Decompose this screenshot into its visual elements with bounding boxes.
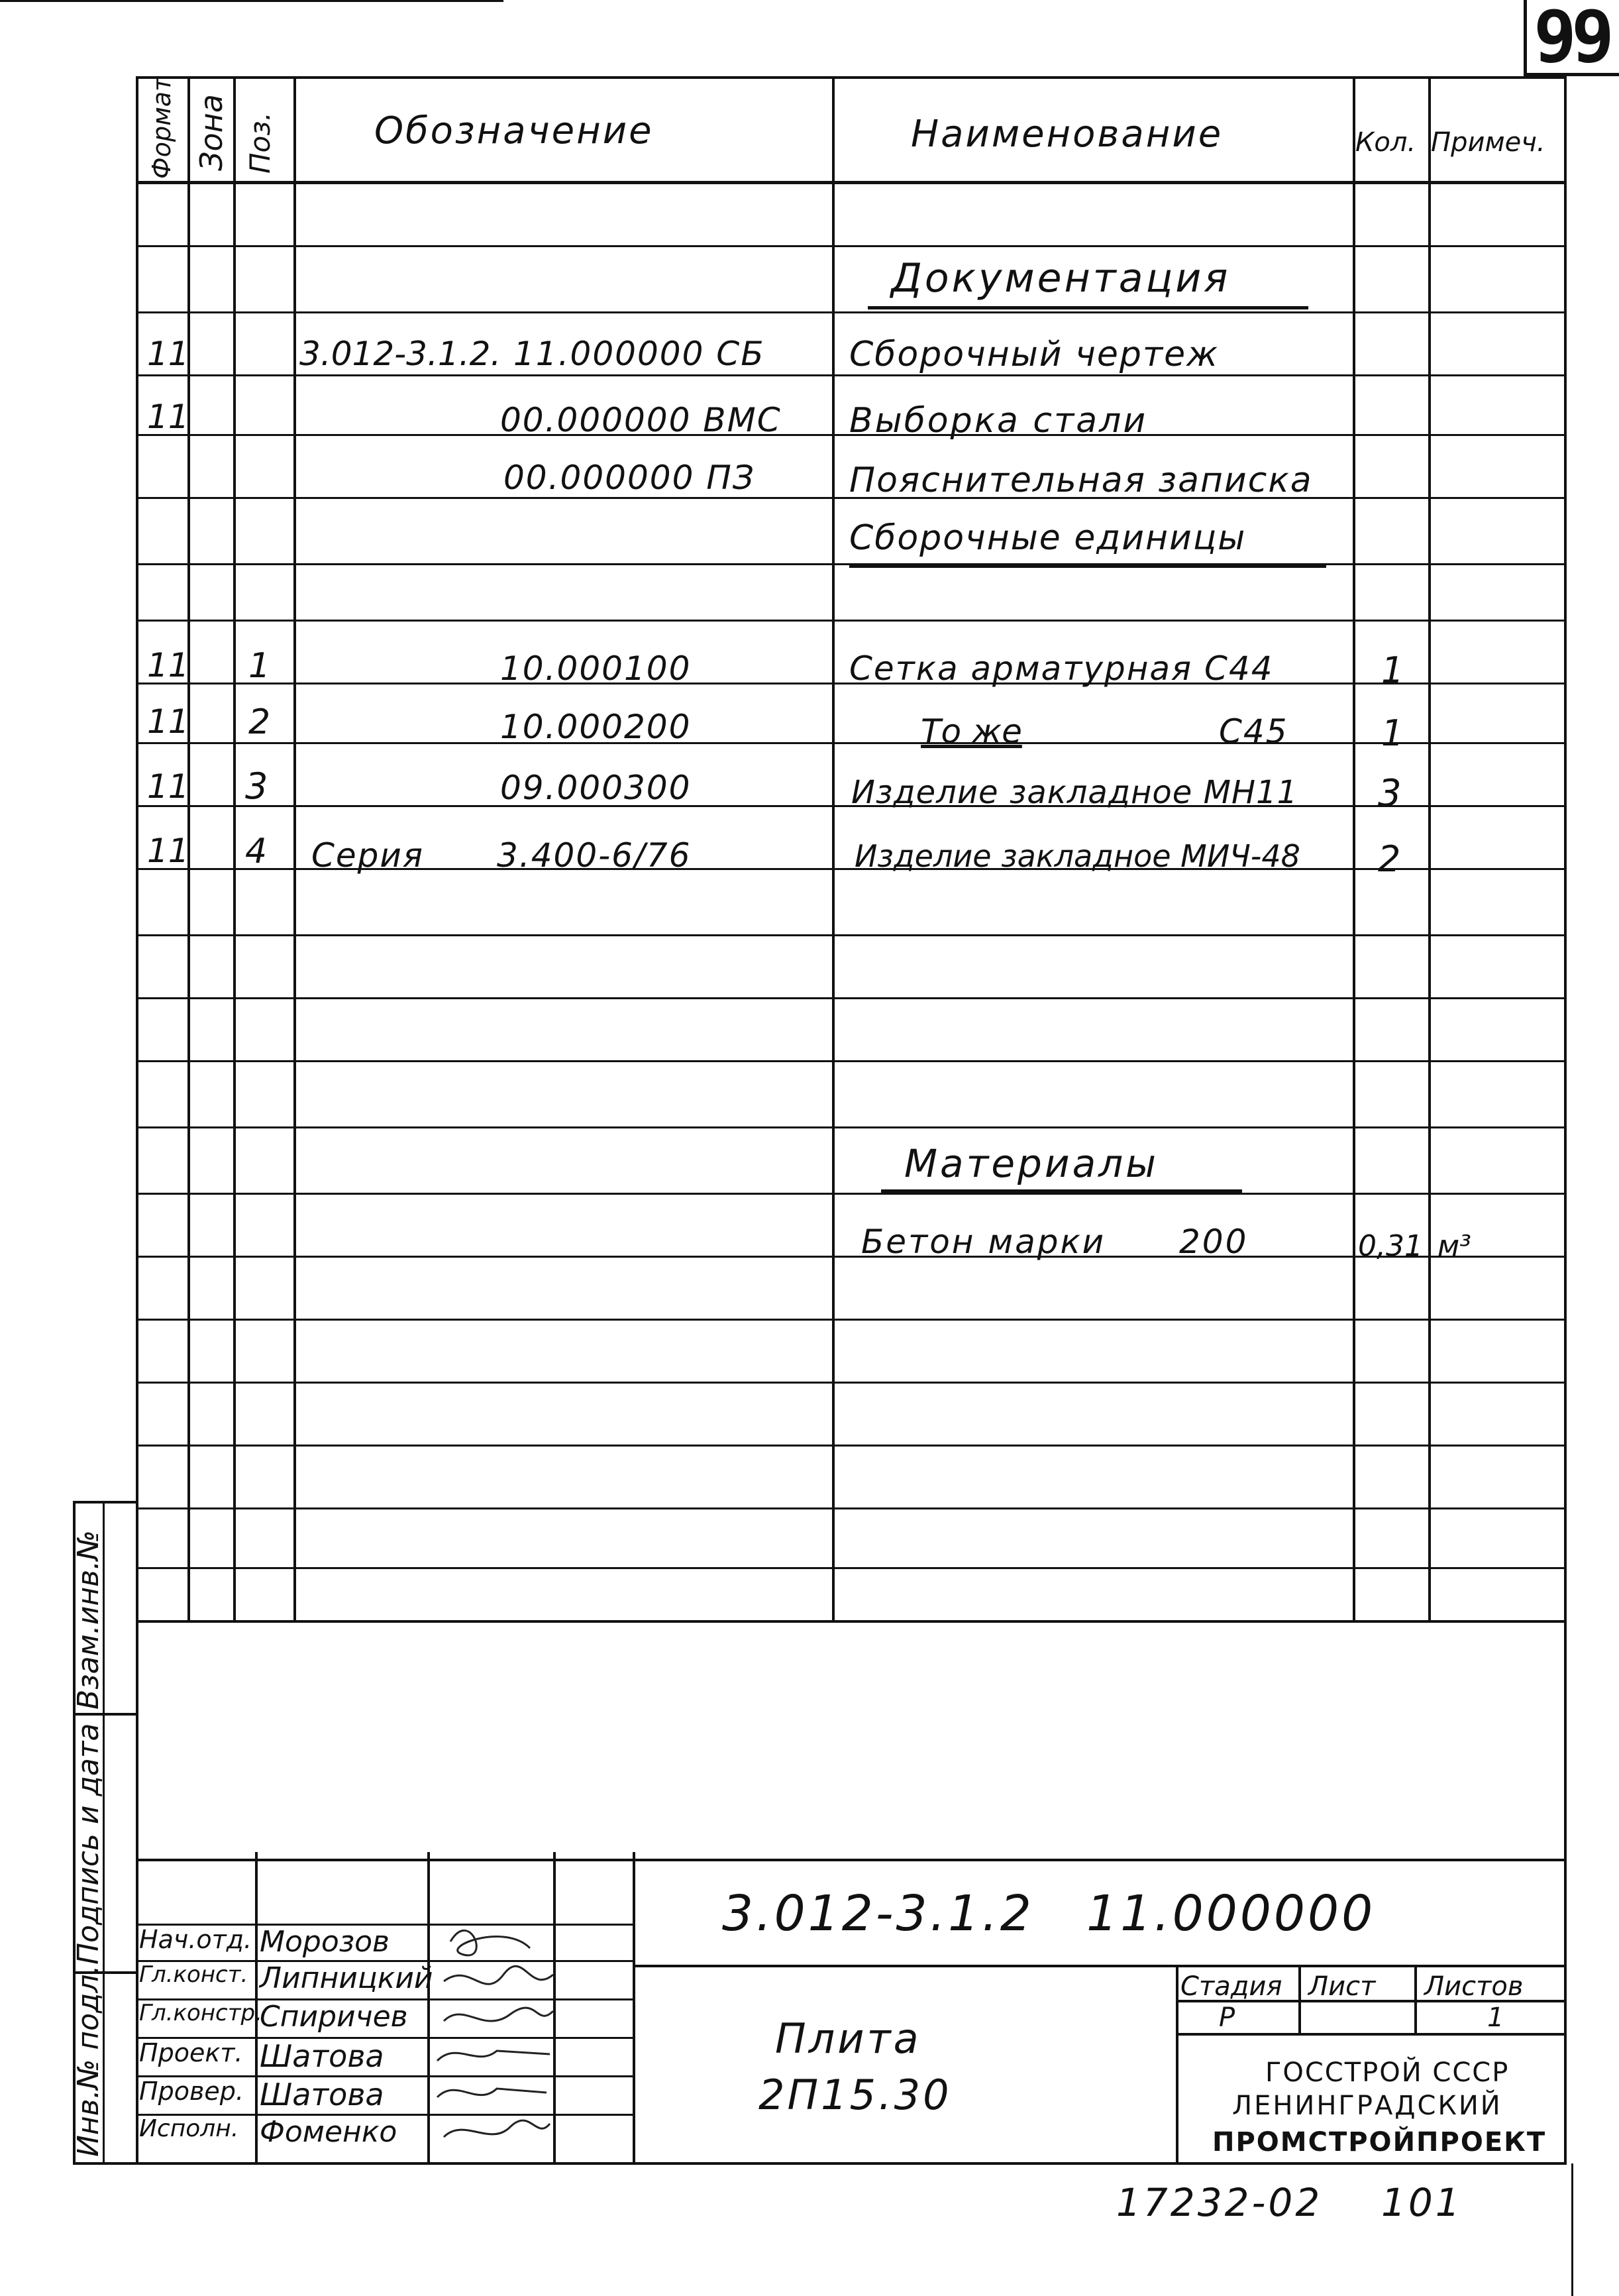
- side-label-sign-date: Подпись и дата: [72, 1723, 105, 1965]
- person-1-name: Морозов: [260, 1925, 390, 1959]
- row-line: [136, 1445, 1567, 1447]
- sheets-value: 1: [1487, 2002, 1504, 2033]
- spec-table-frame: [136, 76, 1567, 2165]
- header-separator: [136, 181, 1567, 184]
- doc-row-2-name: Выборка стали: [849, 401, 1148, 441]
- asm-row-4-qty: 2: [1378, 838, 1401, 880]
- col-line-designation: [832, 76, 835, 1620]
- material-row-1-grade: 200: [1179, 1223, 1249, 1261]
- doc-row-1-designation: 11.000000 СБ: [513, 335, 765, 373]
- asm-row-1-format: 11: [147, 646, 189, 684]
- header-zone: Зона: [193, 94, 229, 171]
- stage-col-1: [1298, 1965, 1301, 2034]
- org-line-1: ГОССТРОЙ СССР: [1265, 2057, 1510, 2088]
- stage-col-2: [1414, 1965, 1417, 2034]
- person-5-role: Провер.: [139, 2077, 244, 2106]
- asm-row-1-pos: 1: [248, 646, 271, 686]
- side-label-inv-orig: Инв.№ подл.: [72, 1965, 105, 2157]
- sheet-label: Лист: [1308, 1971, 1376, 2002]
- row-line: [136, 742, 1567, 744]
- section-documentation: Документация: [891, 255, 1231, 301]
- top-border-fragment: [0, 0, 503, 2]
- underline-assembly-units: [849, 565, 1326, 568]
- row-line: [136, 620, 1567, 622]
- asm-row-3-format: 11: [147, 767, 189, 806]
- side-label-replace-inv: Взам.инв.№: [72, 1530, 105, 1710]
- asm-row-2-qty: 1: [1381, 712, 1404, 754]
- stage-value: Р: [1219, 2002, 1235, 2033]
- org-line-2: ЛЕНИНГРАДСКИЙ: [1232, 2091, 1502, 2121]
- asm-row-2-designation: 10.000200: [500, 708, 692, 746]
- col-line-qty: [1428, 76, 1431, 1620]
- col-line-pos: [293, 76, 296, 1620]
- asm-row-3-designation: 09.000300: [500, 769, 692, 807]
- underline-documentation: [868, 306, 1308, 309]
- person-6-name: Фоменко: [260, 2115, 397, 2149]
- title-name-line2: 2П15.30: [758, 2071, 952, 2119]
- title-name-line1: Плита: [775, 2014, 921, 2063]
- asm-row-4-designation: 3.400-6/76: [497, 836, 692, 875]
- footer-archive-number: 17232-02: [1116, 2180, 1323, 2225]
- row-line: [136, 374, 1567, 376]
- asm-row-3-pos: 3: [245, 765, 268, 807]
- person-2-role: Гл.конст.: [139, 1961, 248, 1988]
- right-edge-line: [1571, 2163, 1573, 2296]
- title-doc-number: 11.000000: [1086, 1885, 1376, 1942]
- doc-row-1-name: Сборочный чертеж: [849, 335, 1219, 374]
- doc-row-2-format: 11: [147, 398, 189, 436]
- doc-row-3-name: Пояснительная записка: [849, 461, 1313, 500]
- material-row-1-name: Бетон марки: [861, 1223, 1106, 1261]
- asm-row-1-qty: 1: [1381, 649, 1404, 691]
- asm-row-1-name: Сетка арматурная С44: [849, 649, 1274, 688]
- asm-row-3-name: Изделие закладное МН11: [851, 774, 1298, 811]
- asm-row-2-format: 11: [147, 702, 189, 741]
- doc-row-2-designation: 00.000000 ВМС: [500, 401, 782, 439]
- footer-page: 101: [1381, 2180, 1463, 2225]
- title-block-col-stage: [1176, 1965, 1178, 2165]
- row-line: [136, 1256, 1567, 1258]
- person-4-name: Шатова: [260, 2038, 384, 2074]
- header-designation: Обозначение: [374, 109, 654, 152]
- material-row-1-unit: м³: [1437, 1229, 1471, 1263]
- section-materials: Материалы: [904, 1141, 1159, 1186]
- title-block-col-date: [633, 1852, 635, 2165]
- col-line-zone: [233, 76, 236, 1620]
- header-note: Примеч.: [1431, 127, 1545, 158]
- person-5-name: Шатова: [260, 2077, 384, 2112]
- doc-row-1-prefix: 3.012-3.1.2.: [299, 335, 501, 373]
- doc-row-1-format: 11: [147, 335, 189, 373]
- row-line: [136, 997, 1567, 999]
- asm-row-4-prefix: Серия: [311, 836, 424, 875]
- person-3-name: Спиричев: [260, 2000, 408, 2034]
- row-line: [136, 1382, 1567, 1384]
- row-line: [136, 311, 1567, 313]
- header-format: Формат: [147, 76, 176, 179]
- asm-row-3-qty: 3: [1378, 772, 1402, 815]
- org-line-3: ПРОМСТРОЙПРОЕКТ: [1212, 2127, 1547, 2158]
- material-row-1-qty: 0,31: [1358, 1229, 1423, 1263]
- asm-row-4-format: 11: [147, 832, 189, 870]
- row-line: [136, 1507, 1567, 1509]
- doc-row-3-designation: 00.000000 ПЗ: [503, 459, 755, 497]
- stage-label: Стадия: [1180, 1971, 1282, 2002]
- title-doc-code: 3.012-3.1.2: [722, 1885, 1034, 1942]
- section-assembly-units: Сборочные единицы: [849, 518, 1247, 558]
- sheets-label: Листов: [1424, 1971, 1524, 2002]
- row-line: [136, 1193, 1567, 1195]
- sheet-number-box: [1524, 0, 1619, 79]
- asm-row-4-pos: 4: [245, 832, 268, 871]
- signature-scribbles: [431, 1895, 563, 2160]
- header-pos: Поз.: [244, 112, 276, 174]
- asm-row-1-designation: 10.000100: [500, 649, 692, 688]
- asm-row-2-pos: 2: [248, 702, 271, 742]
- title-block-mid: [633, 1965, 1567, 1967]
- person-1-role: Нач.отд.: [139, 1925, 252, 1954]
- sheet-number: 99: [1534, 0, 1610, 79]
- header-name: Наименование: [911, 113, 1224, 156]
- row-line: [136, 245, 1567, 247]
- person-6-role: Исполн.: [139, 2115, 239, 2142]
- person-3-role: Гл.констр.: [139, 2000, 262, 2026]
- row-line: [136, 1319, 1567, 1321]
- stage-row-2: [1176, 2033, 1567, 2036]
- underline-materials: [881, 1189, 1242, 1193]
- col-line-name: [1353, 76, 1355, 1620]
- row-line: [136, 1567, 1567, 1569]
- person-4-role: Проект.: [139, 2038, 243, 2067]
- row-line: [136, 1060, 1567, 1062]
- title-block-col-name: [427, 1852, 430, 2165]
- row-line: [136, 1126, 1567, 1128]
- row-line: [136, 934, 1567, 936]
- asm-row-2-name: То же: [921, 712, 1022, 751]
- spec-bottom-line: [136, 1620, 1567, 1623]
- header-qty: Кол.: [1355, 127, 1416, 158]
- person-2-name: Липницкий: [260, 1961, 433, 1995]
- asm-row-4-name: Изделие закладное МИЧ-48: [855, 838, 1300, 874]
- asm-row-2-name-suffix: С45: [1219, 712, 1288, 751]
- title-block-top: [136, 1859, 1567, 1861]
